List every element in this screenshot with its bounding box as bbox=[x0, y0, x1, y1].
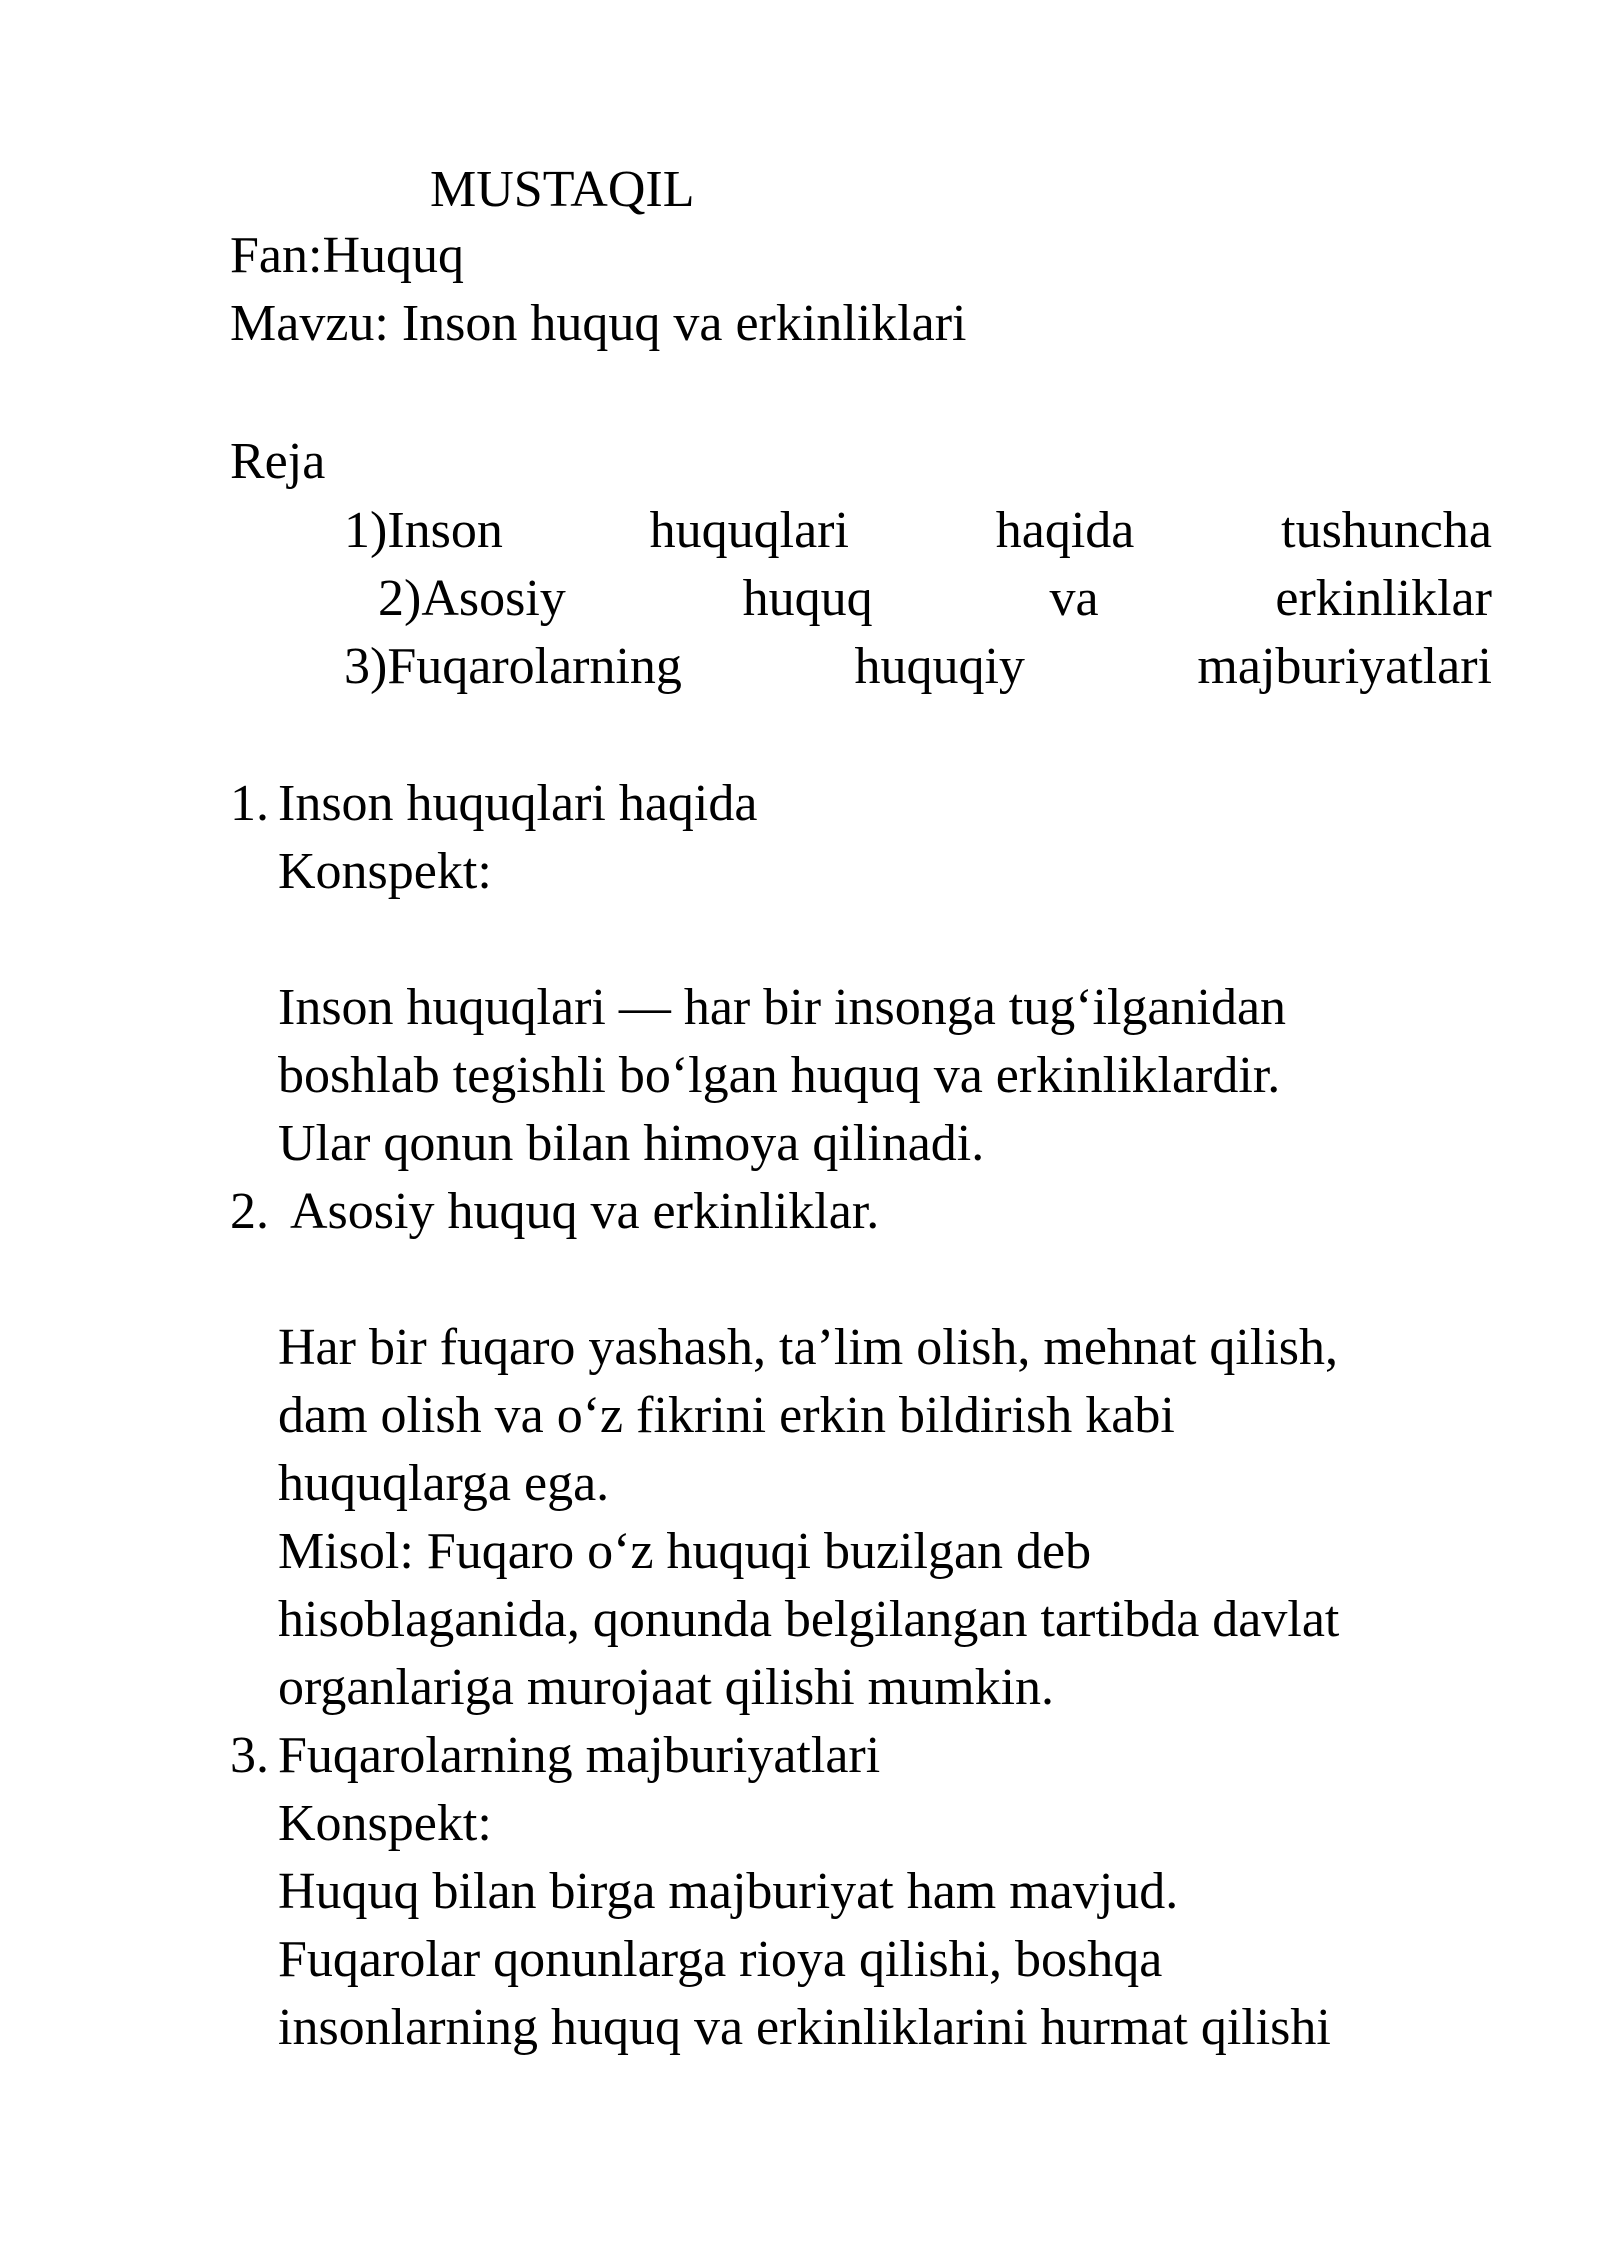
section-number: 1. bbox=[230, 775, 269, 832]
section-heading: Fuqarolarning majburiyatlari bbox=[278, 1727, 881, 1784]
plan-item-word: huquqiy bbox=[854, 638, 1025, 695]
section-number: 2. bbox=[230, 1183, 269, 1240]
section-text-line: huquqlarga ega. bbox=[278, 1455, 610, 1512]
section-text-line: insonlarning huquq va erkinliklarini hurmat qilishi bbox=[278, 1999, 1331, 2056]
section-text-line: hisoblaganida, qonunda belgilangan tartibda davlat bbox=[278, 1591, 1340, 1648]
plan-item-word: huquq bbox=[742, 570, 873, 627]
section-text-line: Fuqarolar qonunlarga rioya qilishi, boshqa bbox=[278, 1931, 1163, 1988]
section-text-line: Misol: Fuqaro o‘z huquqi buzilgan deb bbox=[278, 1523, 1092, 1580]
section-text-line: organlariga murojaat qilishi mumkin. bbox=[278, 1659, 1055, 1716]
plan-item-1 bbox=[344, 497, 1492, 565]
subject-line: Fan:Huquq bbox=[230, 227, 464, 284]
plan-item-3 bbox=[344, 633, 1492, 701]
section-text-line: boshlab tegishli bo‘lgan huquq va erkinliklardir. bbox=[278, 1047, 1281, 1104]
document-title: MUSTAQIL bbox=[430, 161, 695, 218]
section-text-line: Konspekt: bbox=[278, 1795, 492, 1852]
plan-item-word: va bbox=[1049, 570, 1099, 627]
plan-item-word: 1)Inson bbox=[344, 502, 503, 559]
plan-item-word: huquqlari bbox=[649, 502, 849, 559]
section-text-line: Har bir fuqaro yashash, ta’lim olish, mehnat qilish, bbox=[278, 1319, 1339, 1376]
plan-item-word: 2)Asosiy bbox=[378, 570, 566, 627]
topic-line: Mavzu: Inson huquq va erkinliklari bbox=[230, 295, 967, 352]
section-text-line: Ular qonun bilan himoya qilinadi. bbox=[278, 1115, 985, 1172]
plan-item-word: tushuncha bbox=[1281, 502, 1492, 559]
section-number: 3. bbox=[230, 1727, 269, 1784]
plan-item-word: erkinliklar bbox=[1275, 570, 1492, 627]
plan-item-word: haqida bbox=[995, 502, 1135, 559]
section-text-line: dam olish va o‘z fikrini erkin bildirish kabi bbox=[278, 1387, 1175, 1444]
section-text-line: Huquq bilan birga majburiyat ham mavjud. bbox=[278, 1863, 1179, 1920]
plan-item-word: 3)Fuqarolarning bbox=[344, 638, 682, 695]
plan-item-word: majburiyatlari bbox=[1197, 638, 1492, 695]
plan-title: Reja bbox=[230, 433, 326, 490]
section-text-line: Konspekt: bbox=[278, 843, 492, 900]
section-heading: Inson huquqlari haqida bbox=[278, 775, 758, 832]
plan-item-2 bbox=[378, 565, 1492, 633]
section-heading: Asosiy huquq va erkinliklar. bbox=[290, 1183, 880, 1240]
section-text-line: Inson huquqlari — har bir insonga tug‘ilganidan bbox=[278, 979, 1287, 1036]
